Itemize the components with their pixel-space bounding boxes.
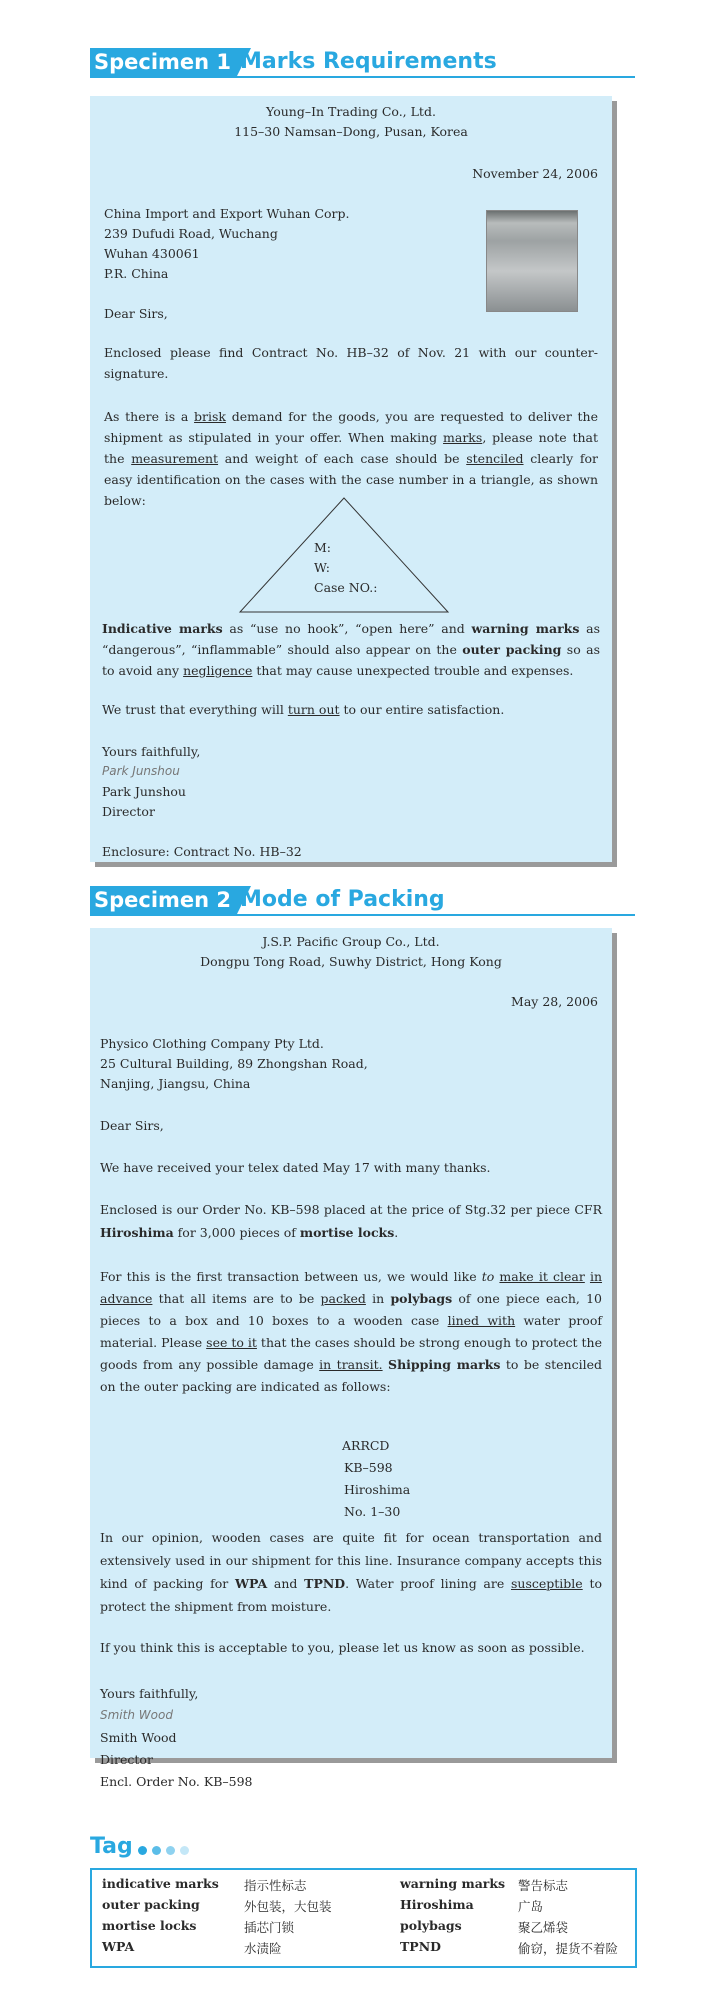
specimen-1-header [90, 48, 635, 78]
glossary-term: polybags [400, 1918, 462, 1933]
triangle-label: M: [314, 540, 332, 555]
section-rule [90, 914, 635, 916]
shipping-mark-line: KB–598 [344, 1460, 393, 1475]
recipient-line: P.R. China [104, 266, 169, 281]
section-rule [90, 76, 635, 78]
tag-glossary [90, 1868, 637, 1968]
paragraph-1: Enclosed please find Contract No. HB–32 of Nov. 21 with our counter-signature. [104, 345, 598, 381]
glossary-translation: 聚乙烯袋 [518, 1920, 569, 1935]
paragraph-4: In our opinion, wooden cases are quite fit for ocean transportation and extensively used in our shipment for this line. Insurance company accepts this kind of packing for WPA and TPND. Water proof lining are susceptible to protect the shipment from moisture. [100, 1530, 602, 1614]
tag-title: Tag [90, 1834, 133, 1859]
sender-name: J.S.P. Pacific Group Co., Ltd. [262, 934, 440, 949]
enclosure: Enclosure: Contract No. HB–32 [102, 844, 302, 859]
glossary-translation: 指示性标志 [244, 1878, 307, 1893]
glossary-translation: 偷窃，提货不着险 [518, 1941, 619, 1956]
paragraph-2: As there is a brisk demand for the goods, you are requested to deliver the shipment as stipulated in your offer. When making marks, please note that the measurement and weight of each case should be stenciled clearly for easy identification on the cases with the case number in a triangle, as shown below: [104, 409, 599, 508]
glossary-term: warning marks [400, 1876, 506, 1891]
shipping-mark-line: ARRCD [342, 1438, 390, 1453]
letter-1 [90, 96, 612, 862]
paragraph-3: For this is the first transaction between us, we would like to make it clear in advance that all items are to be packed in polybags of one piece each, 10 pieces to a box and 10 boxes to a wooden case lined with water proof material. Please see to it that the cases should be strong enough to protect the goods from any possible damage in transit. Shipping marks to be stenciled on the outer packing are indicated as follows: [100, 1269, 603, 1394]
paragraph-5: If you think this is acceptable to you, please let us know as soon as possible. [100, 1640, 585, 1655]
glossary-term: TPND [400, 1939, 441, 1954]
sender-address: Dongpu Tong Road, Suwhy District, Hong Kong [200, 954, 502, 969]
specimen-1-title: Marks Requirements [240, 49, 497, 74]
paragraph-4: We trust that everything will turn out to our entire satisfaction. [102, 702, 505, 717]
specimen-1-tab: Specimen 1 [90, 48, 237, 76]
glossary-term: WPA [102, 1939, 135, 1954]
sender-address: 115–30 Namsan–Dong, Pusan, Korea [234, 124, 468, 139]
letter-date: May 28, 2006 [511, 994, 598, 1009]
glossary-term: Hiroshima [400, 1897, 474, 1912]
closing: Yours faithfully, [102, 744, 201, 759]
tag-dot [138, 1846, 147, 1855]
recipient-line: 239 Dufudi Road, Wuchang [104, 226, 278, 241]
signer-role: Director [102, 804, 155, 819]
specimen-2-title: Mode of Packing [240, 887, 445, 912]
recipient-line: Wuhan 430061 [104, 246, 200, 261]
glossary-translation: 警告标志 [518, 1878, 569, 1893]
triangle-label: W: [314, 560, 330, 575]
sender-name: Young–In Trading Co., Ltd. [266, 104, 436, 119]
glossary-translation: 插芯门锁 [244, 1920, 295, 1935]
recipient-line: Nanjing, Jiangsu, China [100, 1076, 251, 1091]
paragraph-1: We have received your telex dated May 17 with many thanks. [100, 1160, 491, 1175]
signer-role: Director [100, 1752, 153, 1767]
paragraph-2: Enclosed is our Order No. KB–598 placed at the price of Stg.32 per piece CFR Hiroshima for 3,000 pieces of mortise locks. [100, 1202, 602, 1240]
case-mark-triangle [238, 496, 450, 614]
signature: Park Junshou [102, 764, 180, 778]
tag-dot [152, 1846, 161, 1855]
signer-name: Park Junshou [102, 784, 186, 799]
glossary-term: outer packing [102, 1897, 200, 1912]
product-photo [486, 210, 578, 312]
shipping-mark-line: Hiroshima [344, 1482, 411, 1497]
glossary-term: mortise locks [102, 1918, 197, 1933]
triangle-label: Case NO.: [314, 580, 378, 595]
signature: Smith Wood [100, 1708, 173, 1722]
specimen-2-tab: Specimen 2 [90, 886, 237, 914]
specimen-2-header [90, 886, 635, 916]
letter-date: November 24, 2006 [472, 166, 598, 181]
salutation: Dear Sirs, [104, 306, 168, 321]
shipping-mark-line: No. 1–30 [344, 1504, 401, 1519]
salutation: Dear Sirs, [100, 1118, 164, 1133]
tag-dot [166, 1846, 175, 1855]
tag-dot [180, 1846, 189, 1855]
glossary-term: indicative marks [102, 1876, 219, 1891]
recipient-line: 25 Cultural Building, 89 Zhongshan Road, [100, 1056, 368, 1071]
glossary-translation: 水渍险 [244, 1941, 282, 1956]
closing: Yours faithfully, [100, 1686, 199, 1701]
paragraph-3: Indicative marks as “use no hook”, “open here” and warning marks as “dangerous”, “inflammable” should also appear on the outer packing so as to avoid any negligence that may cause unexpected trouble and expenses. [102, 621, 600, 678]
letter-2 [90, 928, 612, 1758]
recipient-line: China Import and Export Wuhan Corp. [104, 206, 350, 221]
signer-name: Smith Wood [100, 1730, 177, 1745]
glossary-translation: 广岛 [518, 1899, 544, 1914]
enclosure: Encl. Order No. KB–598 [100, 1774, 253, 1789]
glossary-translation: 外包装，大包装 [244, 1899, 332, 1914]
recipient-line: Physico Clothing Company Pty Ltd. [100, 1036, 324, 1051]
